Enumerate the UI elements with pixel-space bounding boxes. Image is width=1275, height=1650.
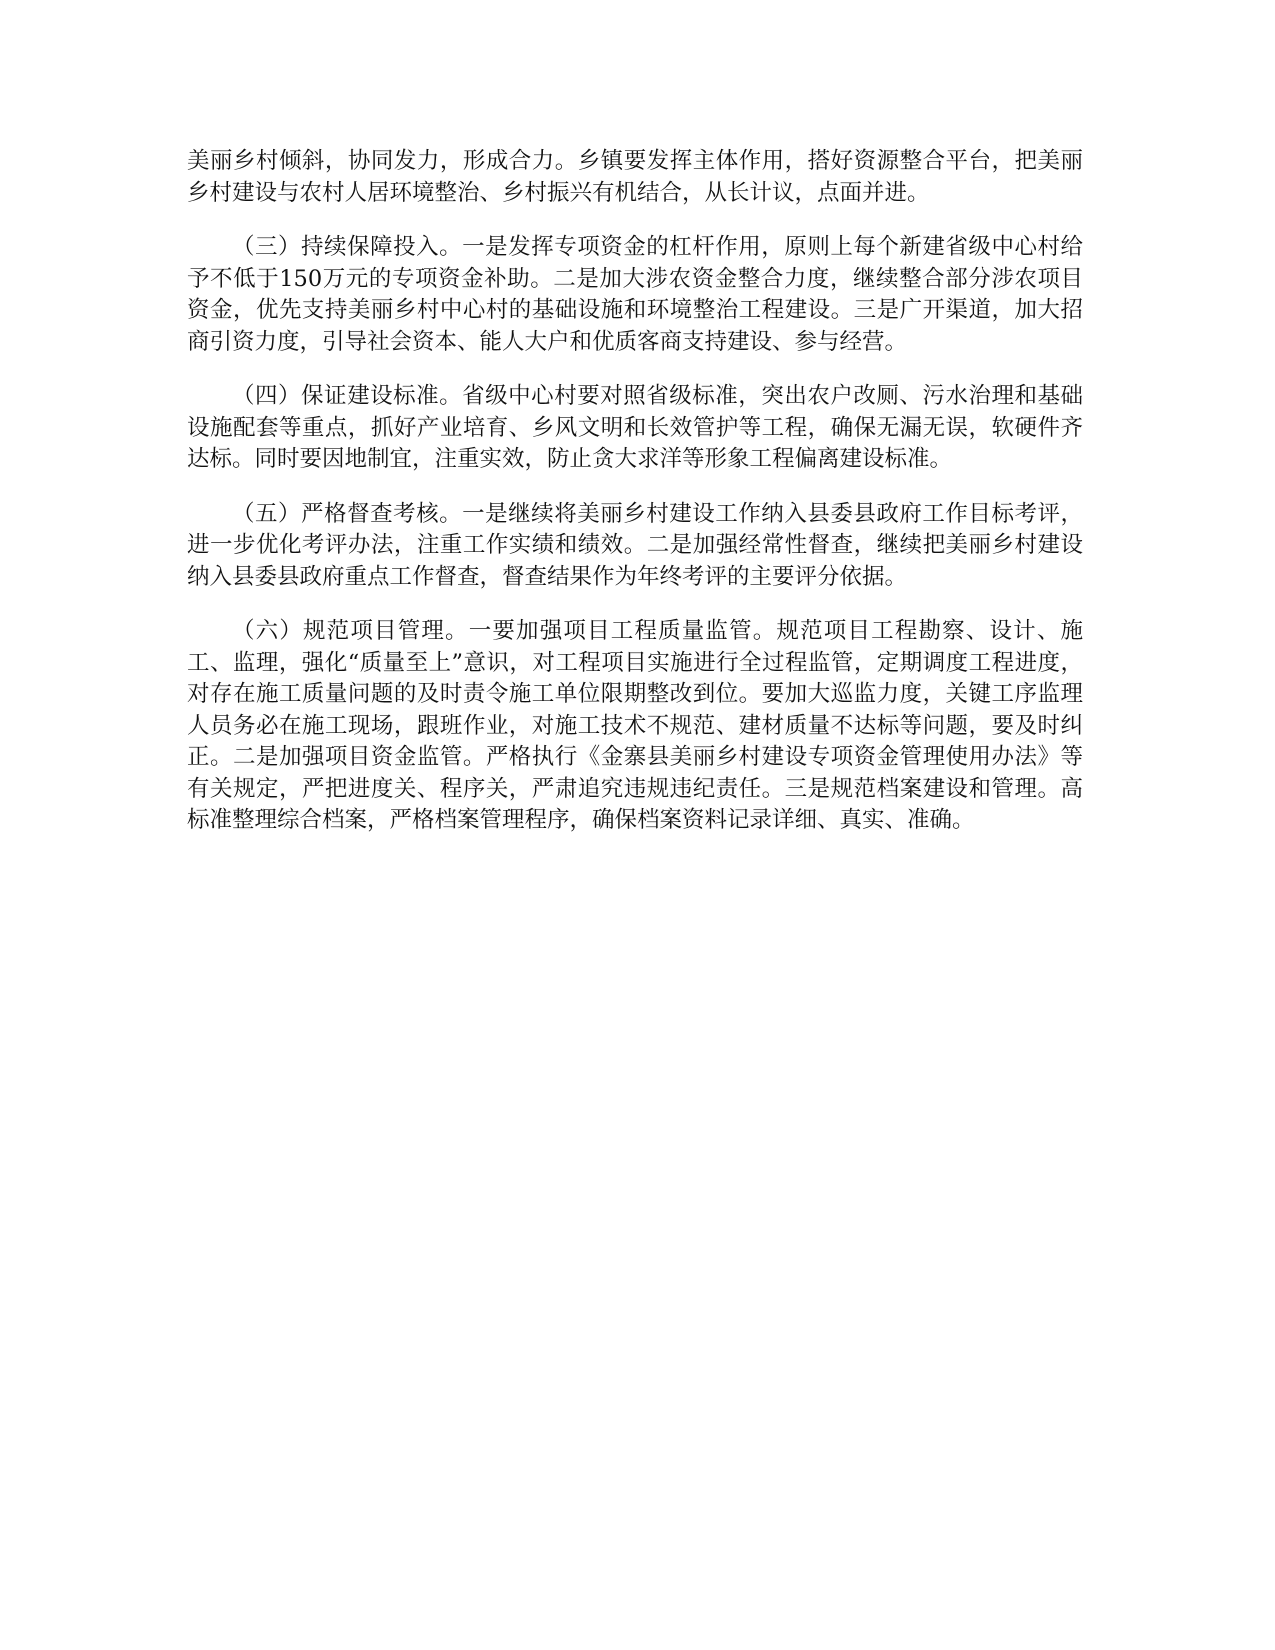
- paragraph-5: （六）规范项目管理。一要加强项目工程质量监管。规范项目工程勘察、设计、施工、监理，强化“质量至上”意识，对工程项目实施进行全过程监管，定期调度工程进度，对存在施工质量问题的及时责令施工单位限期整改到位。要加大巡监力度，关键工序监理人员务必在施工现场，跟班作业，对施工技术不规范、建材质量不达标等问题，要及时纠正。二是加强项目资金监管。严格执行《金寨县美丽乡村建设专项资金管理使用办法》等有关规定，严把进度关、程序关，严肃追究违规违纪责任。三是规范档案建设和管理。高标准整理综合档案，严格档案管理程序，确保档案资料记录详细、真实、准确。: [187, 618, 1083, 833]
- paragraph-2: （三）持续保障投入。一是发挥专项资金的杠杆作用，原则上每个新建省级中心村给予不低于150万元的专项资金补助。二是加大涉农资金整合力度，继续整合部分涉农项目资金，优先支持美丽乡村中心村的基础设施和环境整治工程建设。三是广开渠道，加大招商引资力度，引导社会资本、能人大户和优质客商支持建设、参与经营。: [187, 234, 1083, 355]
- document-body: [187, 146, 1083, 860]
- paragraph-4: （五）严格督查考核。一是继续将美丽乡村建设工作纳入县委县政府工作目标考评，进一步优化考评办法，注重工作实绩和绩效。二是加强经常性督查，继续把美丽乡村建设纳入县委县政府重点工作督查，督查结果作为年终考评的主要评分依据。: [187, 500, 1083, 590]
- paragraph-1: 美丽乡村倾斜，协同发力，形成合力。乡镇要发挥主体作用，搭好资源整合平台，把美丽乡村建设与农村人居环境整治、乡村振兴有机结合，从长计议，点面并进。: [187, 148, 1083, 206]
- paragraph-3: （四）保证建设标准。省级中心村要对照省级标准，突出农户改厕、污水治理和基础设施配套等重点，抓好产业培育、乡风文明和长效管护等工程，确保无漏无误，软硬件齐达标。同时要因地制宜，注重实效，防止贪大求洋等形象工程偏离建设标准。: [187, 383, 1083, 472]
